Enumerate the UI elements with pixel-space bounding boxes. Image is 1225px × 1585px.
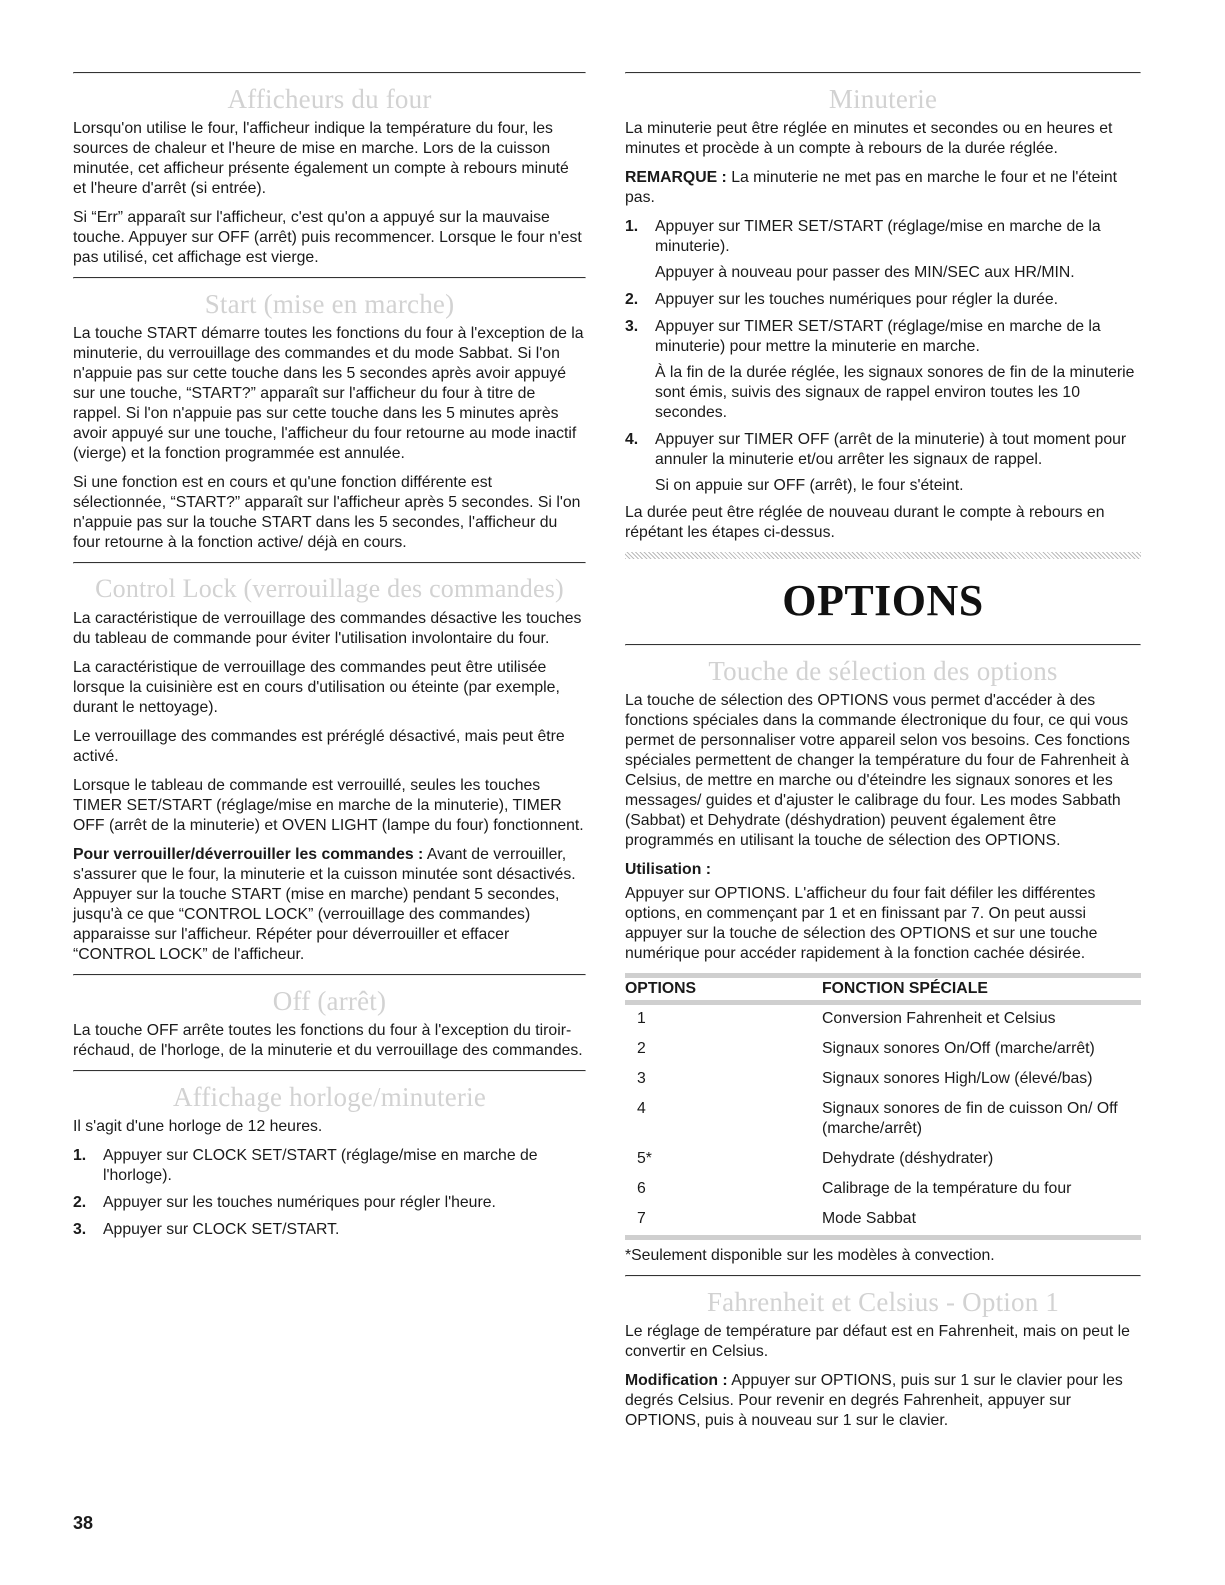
note-label: REMARQUE :: [625, 169, 727, 186]
step-text: Appuyer sur les touches numériques pour régler la durée.: [655, 291, 1059, 308]
heading-control-lock: Control Lock (verrouillage des commandes): [95, 574, 564, 603]
heading-timer: Minuterie: [828, 84, 938, 114]
column-header-options: OPTIONS: [625, 976, 822, 1003]
heading-options-key: Touche de sélection des options: [708, 656, 1058, 686]
paragraph-modification: [625, 1371, 1141, 1431]
paragraph: Il s'agit d'une horloge de 12 heures.: [73, 1118, 323, 1135]
paragraph: La touche START démarre toutes les fonctions du four à l'exception de la minuterie, du verrouillage des commandes et du mode Sabbat. Si l'on n'appuie pas sur cette touche dans les 5 secondes après avoir appuyé sur une touche, “START?” apparaît sur l'afficheur du four à titre de rappel. Si l'on n'appuie pas sur cette touche dans les 5 minutes après avoir appuyé sur une touche, l'afficheur du four retourne au mode inactif (vierge) et la fonction programmée est annulée.: [73, 325, 584, 462]
heading-oven-display: Afficheurs du four: [227, 84, 432, 114]
option-function: Dehydrate (déshydrater): [822, 1150, 994, 1167]
table-row: [625, 1175, 1141, 1205]
paragraph: La caractéristique de verrouillage des commandes peut être utilisée lorsque la cuisinière est en cours d'utilisation ou éteinte (par exemple, durant le nettoyage).: [73, 659, 560, 716]
step-number: 3.: [625, 318, 639, 335]
column-header-function: FONCTION SPÉCIALE: [822, 976, 1141, 1003]
section-divider: [73, 72, 586, 74]
note-text: La minuterie ne met pas en marche le four et ne l'éteint pas.: [625, 169, 1118, 206]
heading-start: Start (mise en marche): [204, 289, 455, 319]
option-function: Mode Sabbat: [822, 1205, 1141, 1238]
paragraph: Le réglage de température par défaut est en Fahrenheit, mais on peut le convertir en Celsius.: [625, 1323, 1130, 1360]
heading-off: Off (arrêt): [272, 986, 387, 1016]
option-function: Signaux sonores de fin de cuisson On/ Off (marche/arrêt): [822, 1100, 1118, 1137]
page-number: 38: [73, 1513, 94, 1533]
paragraph-lock-instructions: [73, 845, 586, 965]
step-text: Appuyer sur CLOCK SET/START.: [103, 1221, 340, 1238]
option-function: Conversion Fahrenheit et Celsius: [822, 1010, 1056, 1027]
lock-instructions-text: Avant de verrouiller, s'assurer que le four, la minuterie et la cuisson minutée sont désactivés. Appuyer sur la touche START (mise en marche) pendant 5 secondes, jusqu'à ce que “CONTROL LOCK” (verrouillage des commandes) apparaisse sur l'afficheur. Répéter pour déverrouiller et effacer “CONTROL LOCK” de l'afficheur.: [73, 846, 576, 963]
hatched-divider: [625, 552, 1141, 559]
right-column: [625, 72, 1141, 1440]
paragraph: La touche OFF arrête toutes les fonctions du four à l'exception du tiroir-réchaud, de l'horloge, de la minuterie et du verrouillage des commandes.: [73, 1022, 583, 1059]
usage-label: [625, 860, 1141, 880]
paragraph: Lorsqu'on utilise le four, l'afficheur indique la température du four, les sources de chaleur et l'heure de mise en marche. Lors de la cuisson minutée, cet afficheur présente également un compte à rebours minuté et l'heure d'arrêt (si entrée).: [73, 120, 569, 197]
modification-label: Modification :: [625, 1372, 728, 1389]
left-column: [73, 72, 586, 1247]
section-divider: [625, 72, 1141, 74]
section-divider: [73, 562, 586, 564]
step-text: Appuyer sur TIMER OFF (arrêt de la minuterie) à tout moment pour annuler la minuterie et/ou arrêter les signaux de rappel.: [655, 431, 1127, 468]
table-header-row: [625, 976, 1141, 1003]
timer-steps-list: [625, 217, 1141, 496]
step-subtext: Si on appuie sur OFF (arrêt), le four s'éteint.: [655, 477, 964, 494]
paragraph: Appuyer sur OPTIONS. L'afficheur du four fait défiler les différentes options, en commençant par 1 et en finissant par 7. On peut aussi appuyer sur la touche de sélection des OPTIONS et sur une touche numérique pour accéder rapidement à la fonction cachée désirée.: [625, 885, 1098, 962]
table-row: [625, 1095, 1141, 1145]
option-number: 1: [637, 1010, 646, 1027]
step-number: 2.: [73, 1194, 87, 1211]
step-subtext: À la fin de la durée réglée, les signaux sonores de fin de la minuterie sont émis, suivis des signaux de rappel environ toutes les 10 secondes.: [655, 364, 1135, 421]
step-number: 3.: [73, 1221, 87, 1238]
option-number: 2: [637, 1040, 646, 1057]
step-text: Appuyer sur TIMER SET/START (réglage/mise en marche de la minuterie) pour mettre la minuterie en marche.: [655, 318, 1101, 355]
table-row: [625, 1003, 1141, 1036]
option-function: Signaux sonores On/Off (marche/arrêt): [822, 1040, 1095, 1057]
table-row: [625, 1205, 1141, 1238]
option-number: 3: [637, 1070, 646, 1087]
option-number: 4: [637, 1100, 646, 1117]
usage-label-text: Utilisation :: [625, 861, 712, 878]
step-number: 1.: [73, 1147, 87, 1164]
list-item: [73, 1220, 586, 1240]
table-row: [625, 1145, 1141, 1175]
list-item: [625, 290, 1141, 310]
list-item: [625, 217, 1141, 283]
heading-fahrenheit-celsius: Fahrenheit et Celsius - Option 1: [706, 1287, 1060, 1317]
step-text: Appuyer sur CLOCK SET/START (réglage/mise en marche de l'horloge).: [103, 1147, 538, 1184]
clock-steps-list: [73, 1146, 586, 1240]
section-divider: [625, 644, 1141, 646]
step-number: 1.: [625, 218, 639, 235]
table-row: [625, 1035, 1141, 1065]
list-item: [625, 317, 1141, 423]
option-function: Calibrage de la température du four: [822, 1180, 1072, 1197]
option-number: 6: [637, 1180, 646, 1197]
section-divider: [73, 277, 586, 279]
paragraph: La caractéristique de verrouillage des commandes désactive les touches du tableau de commande pour éviter l'utilisation involontaire du four.: [73, 610, 582, 647]
option-function: Signaux sonores High/Low (élevé/bas): [822, 1070, 1093, 1087]
table-row: [625, 1065, 1141, 1095]
paragraph: Lorsque le tableau de commande est verrouillé, seules les touches TIMER SET/START (réglage/mise en marche de la minuterie), TIMER OFF (arrêt de la minuterie) et OVEN LIGHT (lampe du four) fonctionnent.: [73, 777, 584, 834]
options-table: [625, 973, 1141, 1240]
section-divider: [73, 1070, 586, 1072]
step-subtext: Appuyer à nouveau pour passer des MIN/SEC aux HR/MIN.: [655, 264, 1075, 281]
options-title: OPTIONS: [782, 576, 984, 625]
modification-text: Appuyer sur OPTIONS, puis sur 1 sur le clavier pour les degrés Celsius. Pour revenir en degrés Fahrenheit, appuyer sur OPTIONS, puis à nouveau sur 1 sur le clavier.: [625, 1372, 1123, 1429]
option-number: 7: [625, 1205, 822, 1238]
step-text: Appuyer sur les touches numériques pour régler l'heure.: [103, 1194, 496, 1211]
section-divider: [73, 974, 586, 976]
step-number: 4.: [625, 431, 639, 448]
heading-clock-display: Affichage horloge/minuterie: [172, 1082, 487, 1112]
option-number: 5*: [637, 1150, 652, 1167]
list-item: [625, 430, 1141, 496]
step-text: Appuyer sur TIMER SET/START (réglage/mise en marche de la minuterie).: [655, 218, 1101, 255]
paragraph: Le verrouillage des commandes est préréglé désactivé, mais peut être activé.: [73, 728, 565, 765]
paragraph-note: [625, 168, 1141, 208]
step-number: 2.: [625, 291, 639, 308]
section-divider: [625, 1275, 1141, 1277]
paragraph: La touche de sélection des OPTIONS vous permet d'accéder à des fonctions spéciales dans la commande électronique du four, ce qui vous permet de personnaliser votre appareil selon vos besoins. Ces fonctions spéciales permettent de changer la température du four de Fahrenheit à Celsius, de mettre en marche ou d'éteindre les signaux sonores et les messages/ guides et d'ajuster le calibrage du four. Les modes Sabbath (Sabbat) et Dehydrate (déshydration) peuvent également être programmés en utilisant la touche de sélection des OPTIONS.: [625, 692, 1130, 849]
list-item: [73, 1193, 586, 1213]
paragraph: Si une fonction est en cours et qu'une fonction différente est sélectionnée, “START?” apparaît sur l'afficheur après 5 secondes. Si l'on n'appuie pas sur la touche START dans les 5 secondes, l'afficheur du four retourne à la fonction active/ déjà en cours.: [73, 474, 581, 551]
paragraph: Si “Err” apparaît sur l'afficheur, c'est qu'on a appuyé sur la mauvaise touche. Appuyer sur OFF (arrêt) puis recommencer. Lorsque le four n'est pas utilisé, cet affichage est vierge.: [73, 209, 582, 266]
bold-label: Pour verrouiller/déverrouiller les commandes :: [73, 846, 424, 863]
table-footnote: *Seulement disponible sur les modèles à convection.: [625, 1247, 995, 1264]
paragraph: La minuterie peut être réglée en minutes et secondes ou en heures et minutes et procède à un compte à rebours de la durée réglée.: [625, 120, 1113, 157]
paragraph: La durée peut être réglée de nouveau durant le compte à rebours en répétant les étapes ci-dessus.: [625, 504, 1105, 541]
list-item: [73, 1146, 586, 1186]
